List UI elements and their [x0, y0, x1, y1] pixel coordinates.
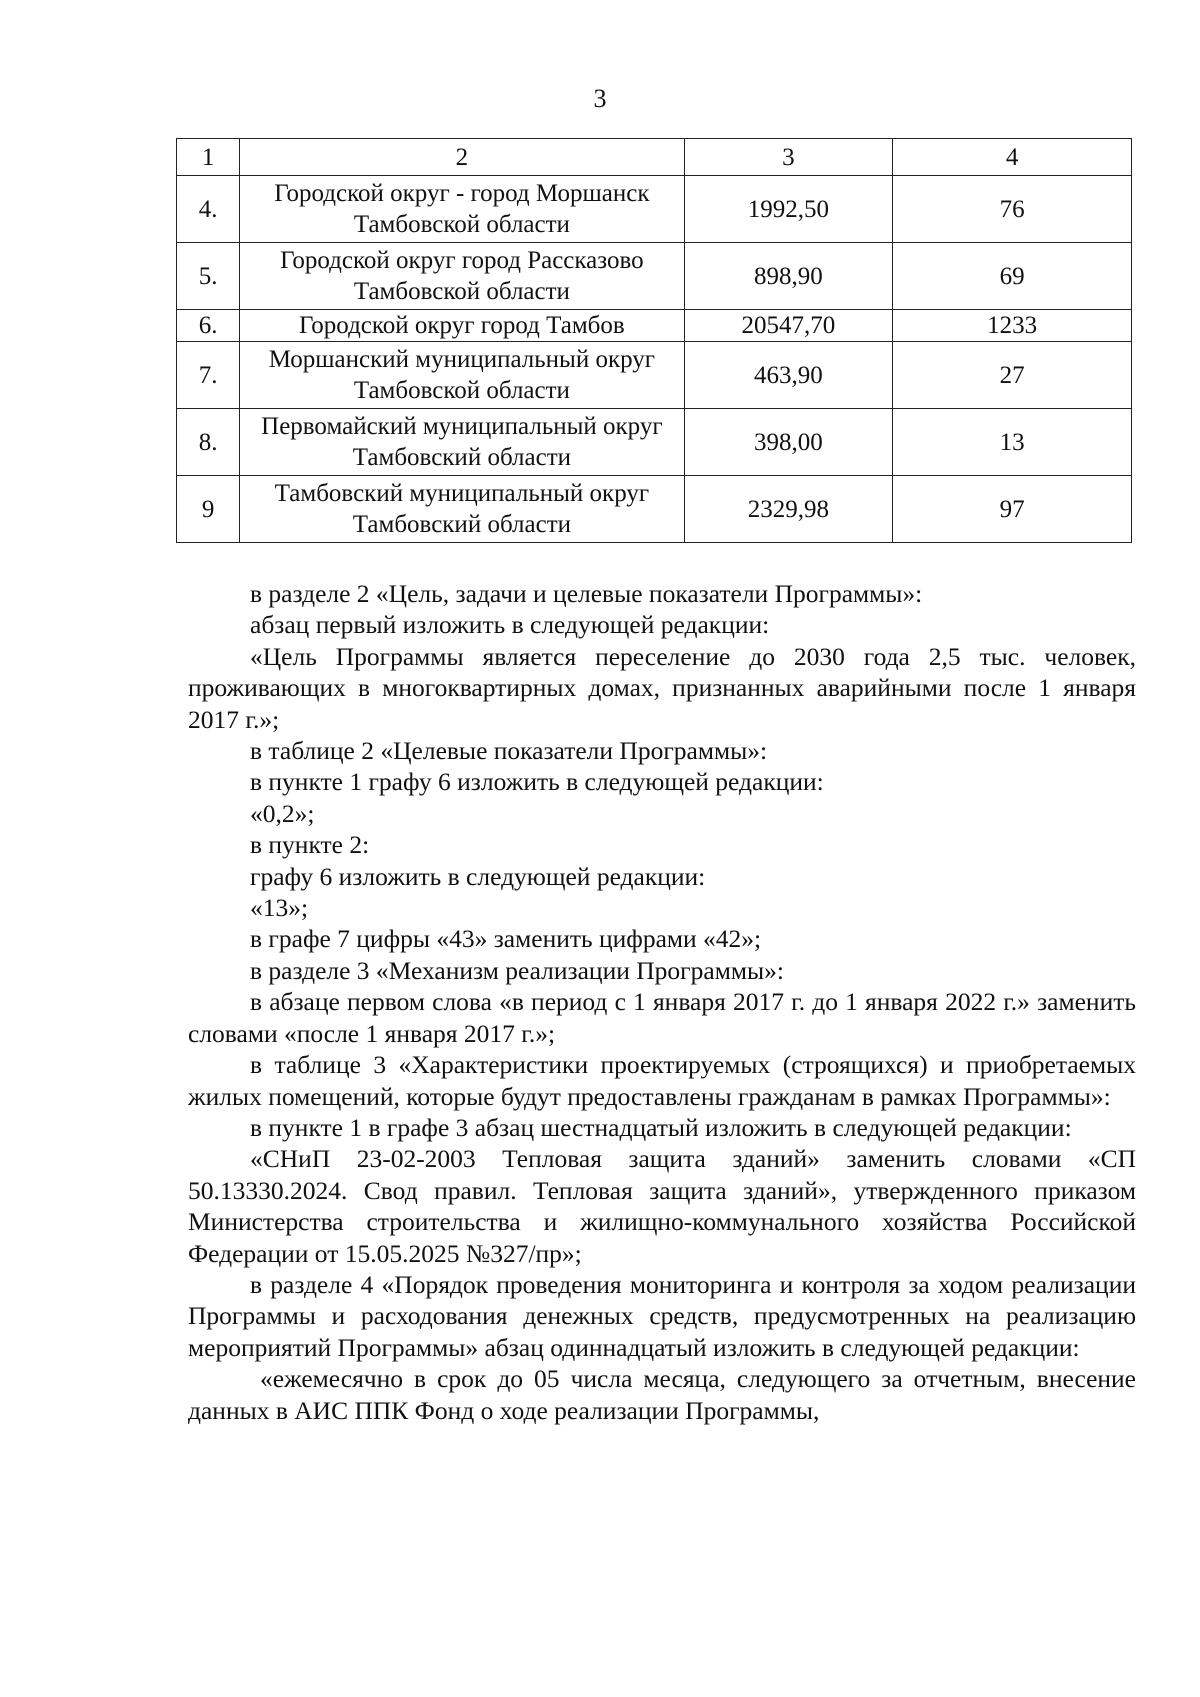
paragraph: в разделе 2 «Цель, задачи и целевые показатели Программы»: — [250, 579, 923, 608]
municipality-name: Городской округ город Тамбов — [240, 310, 684, 342]
paragraph: графу 6 изложить в следующей редакции: — [250, 861, 706, 891]
table-header-cell: 2 — [240, 139, 684, 176]
row-number: 9 — [177, 476, 240, 543]
municipality-name: Первомайский муниципальный округ Тамбовский области — [240, 409, 684, 476]
paragraph: «ежемесячно в срок до 05 числа месяца, следующего за отчетным, внесение данных в АИС ППК Фонд о ходе реализации Программы, — [188, 1364, 1136, 1425]
municipality-name: Городской округ - город Моршанск Тамбовской области — [240, 176, 684, 243]
paragraph: в таблице 3 «Характеристики проектируемых (строящихся) и приобретаемых жилых помещений, которые будут предоставлены гражданам в рамках Программы»: — [188, 1050, 1136, 1111]
table-header-cell: 3 — [684, 139, 893, 176]
people-count: 97 — [893, 476, 1132, 543]
paragraph: в пункте 1 графу 6 изложить в следующей редакции: — [250, 767, 824, 797]
people-count: 1233 — [893, 310, 1132, 342]
paragraph: в графе 7 цифры «43» заменить цифрами «42»; — [250, 924, 762, 954]
data-table — [176, 138, 1132, 543]
paragraph: в пункте 1 в графе 3 абзац шестнадцатый изложить в следующей редакции: — [250, 1112, 1072, 1142]
people-count: 13 — [893, 409, 1132, 476]
page-number: 3 — [593, 84, 607, 113]
paragraph: «13»; — [250, 893, 309, 923]
table-row — [177, 310, 1132, 342]
table-row — [177, 176, 1132, 243]
paragraph: в таблице 2 «Целевые показатели Программы»: — [250, 736, 768, 766]
table-row — [177, 243, 1132, 310]
area-value: 398,00 — [684, 409, 893, 476]
municipality-name: Городской округ город Рассказово Тамбовской области — [240, 243, 684, 310]
paragraph: «Цель Программы является переселение до 2030 года 2,5 тыс. человек, проживающих в многоквартирных домах, признанных аварийными после 1 января 2017 г.»; — [188, 641, 1136, 734]
area-value: 898,90 — [684, 243, 893, 310]
area-value: 463,90 — [684, 342, 893, 409]
paragraph: в пункте 2: — [250, 830, 370, 860]
municipality-name: Тамбовский муниципальный округ Тамбовский области — [240, 476, 684, 543]
area-value: 20547,70 — [684, 310, 893, 342]
table-header-cell: 1 — [177, 139, 240, 176]
table-row — [177, 409, 1132, 476]
row-number: 4. — [177, 176, 240, 243]
paragraph: в абзаце первом слова «в период с 1 января 2017 г. до 1 января 2022 г.» заменить словами «после 1 января 2017 г.»; — [188, 987, 1136, 1048]
row-number: 5. — [177, 243, 240, 310]
row-number: 7. — [177, 342, 240, 409]
table-row — [177, 476, 1132, 543]
people-count: 69 — [893, 243, 1132, 310]
people-count: 27 — [893, 342, 1132, 409]
row-number: 8. — [177, 409, 240, 476]
area-value: 2329,98 — [684, 476, 893, 543]
paragraph: в разделе 3 «Механизм реализации Программы»: — [250, 955, 784, 985]
document-body — [188, 578, 1136, 1426]
paragraph: «СНиП 23-02-2003 Тепловая защита зданий» заменить словами «СП 50.13330.2024. Свод правил. Тепловая защита зданий», утвержденного приказом Министерства строительства и жилищно-коммунального хозяйства Российской Федерации от 15.05.2025 №327/пр»; — [188, 1144, 1136, 1268]
row-number: 6. — [177, 310, 240, 342]
paragraph: «0,2»; — [250, 798, 315, 828]
area-value: 1992,50 — [684, 176, 893, 243]
paragraph: абзац первый изложить в следующей редакции: — [250, 610, 770, 640]
table-row — [177, 342, 1132, 409]
municipality-name: Моршанский муниципальный округ Тамбовской области — [240, 342, 684, 409]
table-header-cell: 4 — [893, 139, 1132, 176]
paragraph: в разделе 4 «Порядок проведения мониторинга и контроля за ходом реализации Программы и расходования денежных средств, предусмотренных на реализацию мероприятий Программы» абзац одиннадцатый изложить в следующей редакции: — [188, 1269, 1136, 1362]
table-header-row — [177, 139, 1132, 176]
people-count: 76 — [893, 176, 1132, 243]
